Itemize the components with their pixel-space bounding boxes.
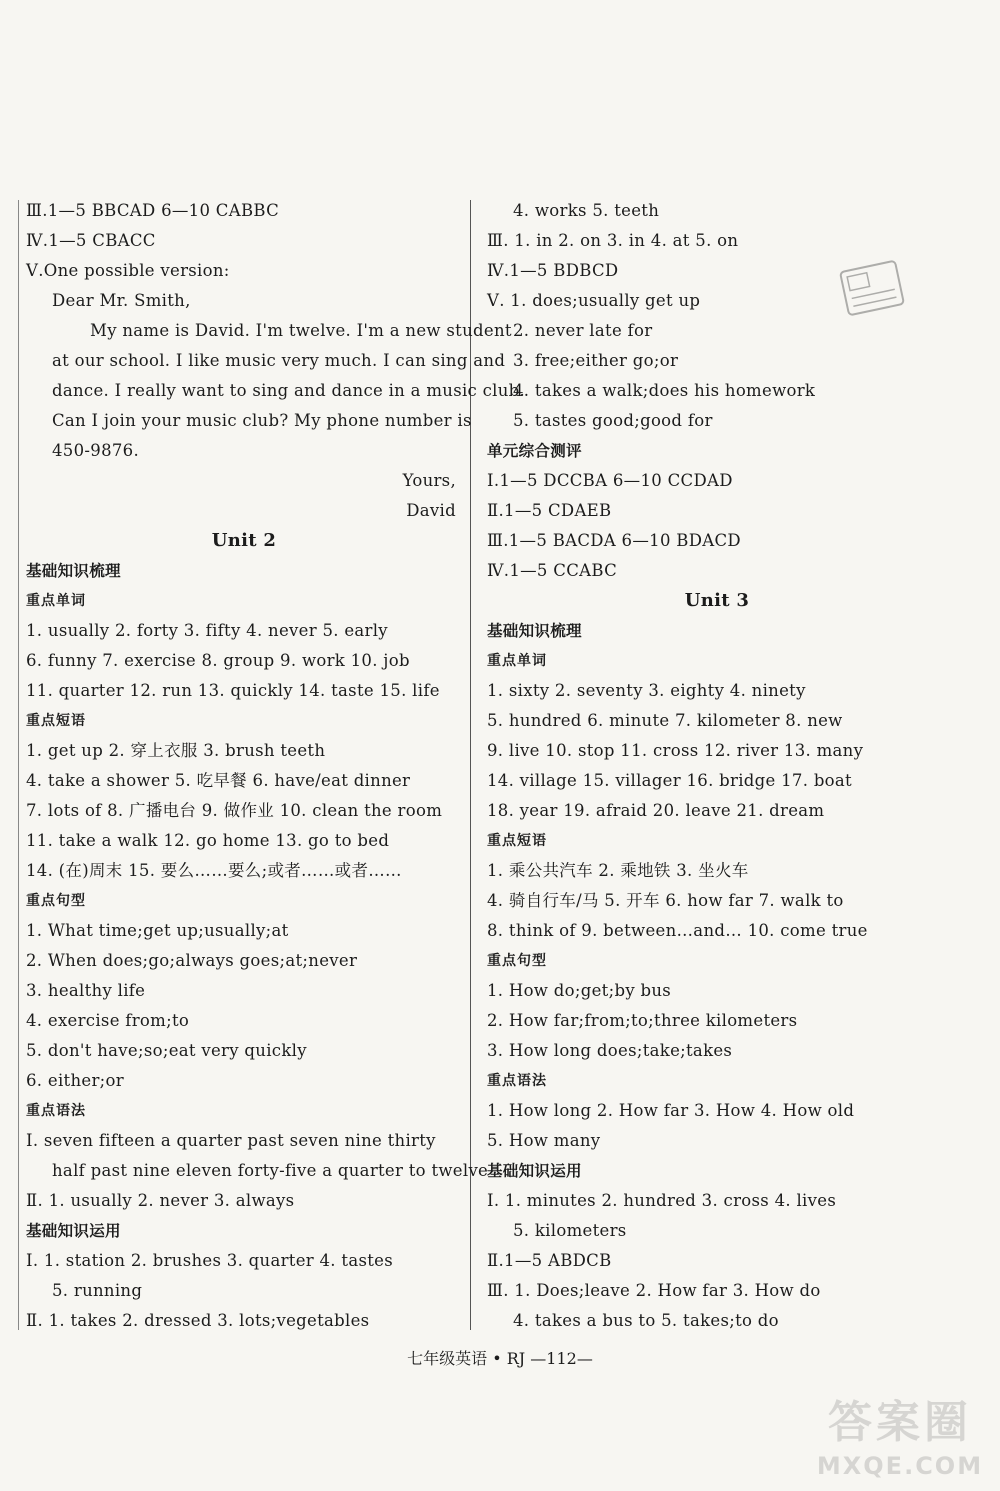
right-line: 4. 骑自行车/马 5. 开车 6. how far 7. walk to xyxy=(487,891,844,910)
left-line: Ⅴ.One possible version: xyxy=(26,261,230,280)
left-line: at our school. I like music very much. I can sing and xyxy=(52,351,506,370)
right-line: Ⅰ.1—5 DCCBA 6—10 CCDAD xyxy=(487,471,733,490)
right-line: 2. How far;from;to;three kilometers xyxy=(487,1011,798,1030)
right-line: 3. free;either go;or xyxy=(513,351,679,370)
left-line: 7. lots of 8. 广播电台 9. 做作业 10. clean the room xyxy=(26,801,443,820)
left-line: Ⅱ. 1. usually 2. never 3. always xyxy=(26,1191,295,1210)
left-line: 14. (在)周末 15. 要么……要么;或者……或者…… xyxy=(26,861,402,880)
page-footer: 七年级英语 • RJ —112— xyxy=(407,1349,593,1368)
watermark-logo xyxy=(812,1395,988,1485)
right-line: 18. year 19. afraid 20. leave 21. dream xyxy=(487,801,825,820)
right-line: 2. never late for xyxy=(513,321,653,340)
left-line: Dear Mr. Smith, xyxy=(52,291,191,310)
right-line: 5. tastes good;good for xyxy=(513,411,713,430)
left-line: Ⅰ. seven fifteen a quarter past seven nine thirty xyxy=(26,1131,436,1150)
right-line: 1. How long 2. How far 3. How 4. How old xyxy=(487,1101,855,1120)
right-line: 5. kilometers xyxy=(513,1221,627,1240)
right-line: 4. works 5. teeth xyxy=(513,201,660,220)
left-line: Ⅱ. 1. takes 2. dressed 3. lots;vegetables xyxy=(26,1311,370,1330)
right-line: Ⅲ.1—5 BACDA 6—10 BDACD xyxy=(487,531,741,550)
right-line: 4. takes a walk;does his homework xyxy=(513,381,816,400)
right-line: 8. think of 9. between…and… 10. come true xyxy=(487,921,868,940)
right-line: 1. 乘公共汽车 2. 乘地铁 3. 坐火车 xyxy=(487,861,749,880)
left-line: 1. usually 2. forty 3. fifty 4. never 5. early xyxy=(26,621,388,640)
right-line: Ⅰ. 1. minutes 2. hundred 3. cross 4. lives xyxy=(487,1191,837,1210)
left-line: 450-9876. xyxy=(52,441,140,460)
right-line: 重点句型 xyxy=(487,953,547,969)
left-line: 4. exercise from;to xyxy=(26,1011,190,1030)
left-line: 重点单词 xyxy=(26,593,86,609)
right-line: Ⅴ. 1. does;usually get up xyxy=(487,291,701,310)
left-line: 5. don't have;so;eat very quickly xyxy=(26,1041,307,1060)
right-line: 5. hundred 6. minute 7. kilometer 8. new xyxy=(487,711,843,730)
left-line: 1. get up 2. 穿上衣服 3. brush teeth xyxy=(26,741,326,760)
left-line: 11. take a walk 12. go home 13. go to bed xyxy=(26,831,390,850)
right-column xyxy=(487,196,947,1336)
left-line: dance. I really want to sing and dance in a music club. xyxy=(52,381,526,400)
left-line: 4. take a shower 5. 吃早餐 6. have/eat dinner xyxy=(26,771,411,790)
left-line: Unit 2 xyxy=(211,530,277,551)
right-line: Ⅳ.1—5 BDBCD xyxy=(487,261,619,280)
left-line: Ⅰ. 1. station 2. brushes 3. quarter 4. tastes xyxy=(26,1251,393,1270)
left-line: Ⅲ.1—5 BBCAD 6—10 CABBC xyxy=(26,201,280,220)
right-line: Ⅲ. 1. Does;leave 2. How far 3. How do xyxy=(487,1281,821,1300)
right-line: 基础知识梳理 xyxy=(487,622,582,640)
right-line: 3. How long does;take;takes xyxy=(487,1041,733,1060)
watermark-url: MXQE.COM xyxy=(816,1452,984,1480)
right-line: Ⅳ.1—5 CCABC xyxy=(487,561,617,580)
left-line: Can I join your music club? My phone number is xyxy=(52,411,472,430)
right-line: Ⅲ. 1. in 2. on 3. in 4. at 5. on xyxy=(487,231,739,250)
left-line: 3. healthy life xyxy=(26,981,146,1000)
left-column xyxy=(26,196,526,1336)
left-line: 1. What time;get up;usually;at xyxy=(26,921,289,940)
right-line: 9. live 10. stop 11. cross 12. river 13. many xyxy=(487,741,864,760)
left-line: 重点句型 xyxy=(26,893,86,909)
left-line: 6. either;or xyxy=(26,1071,124,1090)
right-line: 1. How do;get;by bus xyxy=(487,981,672,1000)
right-line: 4. takes a bus to 5. takes;to do xyxy=(513,1311,779,1330)
left-line: 2. When does;go;always goes;at;never xyxy=(26,951,358,970)
left-line: David xyxy=(406,501,456,520)
watermark-title: 答案圈 xyxy=(828,1397,972,1448)
left-line: 重点语法 xyxy=(26,1103,86,1119)
right-line: 1. sixty 2. seventy 3. eighty 4. ninety xyxy=(487,681,806,700)
left-line: Ⅳ.1—5 CBACC xyxy=(26,231,156,250)
left-line: My name is David. I'm twelve. I'm a new student xyxy=(90,321,512,340)
right-line: 基础知识运用 xyxy=(487,1162,582,1180)
right-line: Ⅱ.1—5 ABDCB xyxy=(487,1251,612,1270)
right-line: 单元综合测评 xyxy=(487,442,582,460)
left-line: 11. quarter 12. run 13. quickly 14. taste 15. life xyxy=(26,681,440,700)
left-line: 5. running xyxy=(52,1281,143,1300)
left-line: half past nine eleven forty-five a quarter to twelve xyxy=(52,1161,489,1180)
right-line: 14. village 15. villager 16. bridge 17. boat xyxy=(487,771,852,790)
left-margin-rule xyxy=(18,200,19,1330)
right-line: Unit 3 xyxy=(684,590,750,611)
left-line: Yours, xyxy=(402,471,456,490)
right-line: Ⅱ.1—5 CDAEB xyxy=(487,501,612,520)
right-line: 5. How many xyxy=(487,1131,601,1150)
right-line: 重点语法 xyxy=(487,1073,547,1089)
left-line: 6. funny 7. exercise 8. group 9. work 10. job xyxy=(26,651,410,670)
left-line: 重点短语 xyxy=(26,713,86,729)
right-line: 重点单词 xyxy=(487,653,547,669)
right-line: 重点短语 xyxy=(487,833,547,849)
left-line: 基础知识梳理 xyxy=(26,562,121,580)
left-line: 基础知识运用 xyxy=(26,1222,121,1240)
